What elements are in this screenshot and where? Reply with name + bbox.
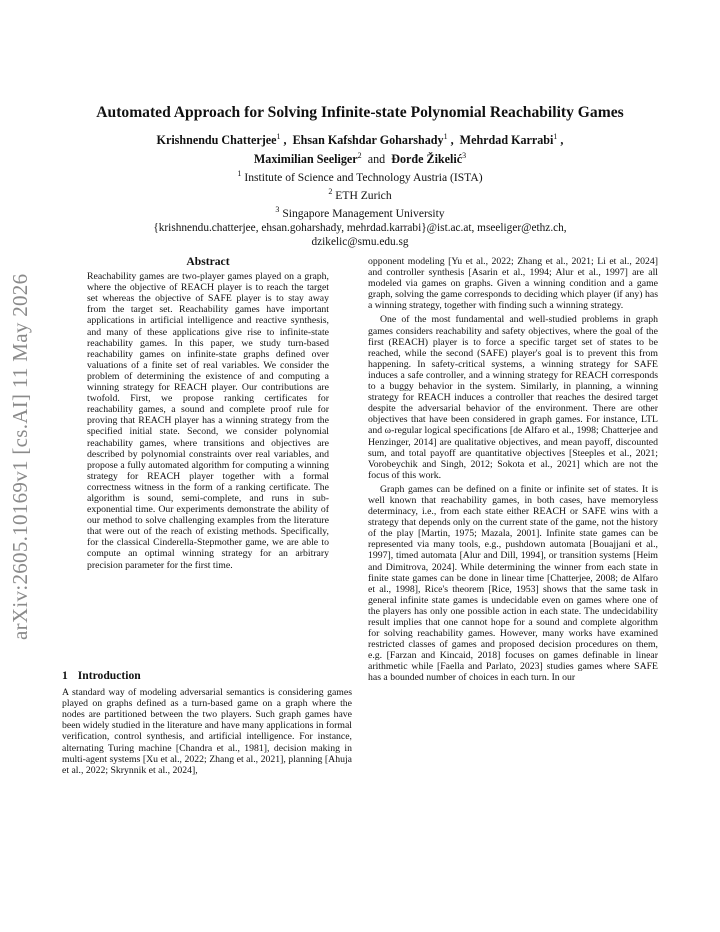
author-list: Krishnendu Chatterjee$^1$ , Ehsan Kafshdar Goharshady$^1$ , Mehrdad Karrabi$^1$ , Maximilian Seeliger$^2$ and Đorđe Žikelić$^3$ bbox=[156, 132, 564, 167]
abstract-section bbox=[87, 256, 329, 571]
paragraph: Graph games can be defined on a finite or infinite set of states. It is well known that reachability games, in both cases, have memoryless determinacy, i.e., from each state either REACH or SAFE wins with a strategy that depends only on the current state of the game, not the history of the play [Martin, 1975; Mazala, 2001]. Infinite state games can be represented via many tools, e.g., pushdown automata [Bouajjani et al., 1997], timed automata [Alur and Dill, 1994], or transition systems [Heim and Dimitrova, 2024]. While determining the winner from each state in finite state games can be done in linear time [Chatterjee, 2008; de Alfaro et al., 1998], Rice's theorem [Rice, 1953] shows that the same task in general infinite state games is undecidable even on games where one of the players has only one possible action in each state. The undecidability result implies that one cannot hope for a sound and complete algorithm for solving reachability games. However, many works have examined restricted classes of games and proposed decision procedures on them, e.g. [Farzan and Kincaid, 2018] focuses on games definable in linear arithmetic while [Faella and Parlato, 2023] studies games where SAFE has a bounded number of choices in each turn. In our bbox=[368, 483, 658, 684]
author-name: Maximilian Seeliger bbox=[253, 152, 358, 167]
affiliation-3: $^3$ Singapore Management University bbox=[275, 204, 445, 220]
section-heading: 1 Introduction bbox=[62, 669, 141, 682]
paragraph: opponent modeling [Yu et al., 2022; Zhang et al., 2021; Li et al., 2024] and controller synthesis [Asarin et al., 1994; Alur et al., 1997] are all modeled via games on graphs. Given a winning condition and a game graph, solving the game corresponds to deciding which player (if any) has a winning strategy, together with finding such a winning strategy. bbox=[368, 256, 658, 312]
paper-header bbox=[60, 104, 660, 249]
paper-title: Automated Approach for Solving Infinite-state Polynomial Reachability Games bbox=[96, 104, 624, 121]
email-line: dzikelic@smu.edu.sg bbox=[311, 235, 409, 248]
introduction-section bbox=[62, 670, 352, 776]
author-name: Krishnendu Chatterjee bbox=[156, 133, 277, 148]
intro-text: A standard way of modeling adversarial semantics is considering games played on graphs defined as a turn-based game on a graph where the nodes are partitioned between the two players. Such graph games have been widely studied in the literature and have many applications in formal verification, control synthesis, and artificial intelligence. For instance, alternating Turing machine [Chandra et al., 1981], decision making in multi-agent systems [Xu et al., 2022; Zhang et al., 2021], planning [Ahuja et al., 2022; Skrynnik et al., 2024], bbox=[62, 687, 352, 776]
author-name: Mehrdad Karrabi bbox=[459, 133, 554, 148]
email-line: {krishnendu.chatterjee, ehsan.goharshady, mehrdad.karrabi}@ist.ac.at, mseeliger@ethz.ch, bbox=[153, 221, 567, 234]
abstract-text: Reachability games are two-player games played on a graph, where the objective of REACH player is to reach the target set whereas the objective of SAFE player is to stay away from the target set. Reachability games have important applications in artificial intelligence and reactive synthesis, and many of these applications give rise to infinite-state reachability games. In this paper, we study turn-based reachability games on infinite-state graphs defined over valuations of a finite set of real variables. We consider the problem of determining the existence of and computing a winning strategy for REACH player. Our contributions are twofold. First, we propose ranking certificates for reachability games, a sound and complete proof rule for proving that REACH player has a winning strategy from the specified initial state. Second, we consider polynomial reachability games, where transitions and objectives are described by polynomial constraints over real variables, and propose a fully automated algorithm for computing a winning strategy for REACH player together with a formal correctness witness in the form of a ranking certificate. The algorithm is sound, semi-complete, and runs in sub-exponential time. Our experiments demonstrate the ability of our method to solve challenging examples from the literature that were out of the reach of existing methods. Specifically, for the classical Cinderella-Stepmother game, we are able to compute an optimal winning strategy for an arbitrary precision parameter for the first time. bbox=[87, 271, 329, 571]
author-name: Đorđe Žikelić bbox=[391, 152, 463, 167]
arxiv-watermark: arXiv:2605.10169v1 [cs.AI] 11 May 2026 bbox=[8, 273, 32, 640]
paragraph: One of the most fundamental and well-studied problems in graph games considers reachability and safety objectives, where the goal of the first (REACH) player is to force a specific target set of states to be reached, while the second (SAFE) player's goal is to prevent this from happening. In safety-critical systems, a winning strategy for SAFE induces a safe controller, and a winning strategy for REACH corresponds to a buggy behavior in the system. Similarly, in planning, a winning strategy for REACH induces a controller that reaches the desired target despite the adversarial behavior of the environment. There are other objectives that have been considered in graph games. For instance, LTL and ω-regular logical specifications [de Alfaro et al., 1998; Chatterjee and Henzinger, 2014] are qualitative objectives, and mean payoff, discounted sum, and total payoff are quantitative objectives [Steeples et al., 2021; Vorobeychik and Singh, 2012; Sokota et al., 2021] which are not the focus of this work. bbox=[368, 314, 658, 481]
affiliation-2: $^2$ ETH Zurich bbox=[328, 186, 392, 202]
abstract-heading: Abstract bbox=[186, 255, 230, 268]
affiliation-1: $^1$ Institute of Science and Technology Austria (ISTA) bbox=[237, 169, 483, 184]
right-column bbox=[368, 256, 658, 687]
author-name: Ehsan Kafshdar Goharshady bbox=[292, 133, 444, 148]
